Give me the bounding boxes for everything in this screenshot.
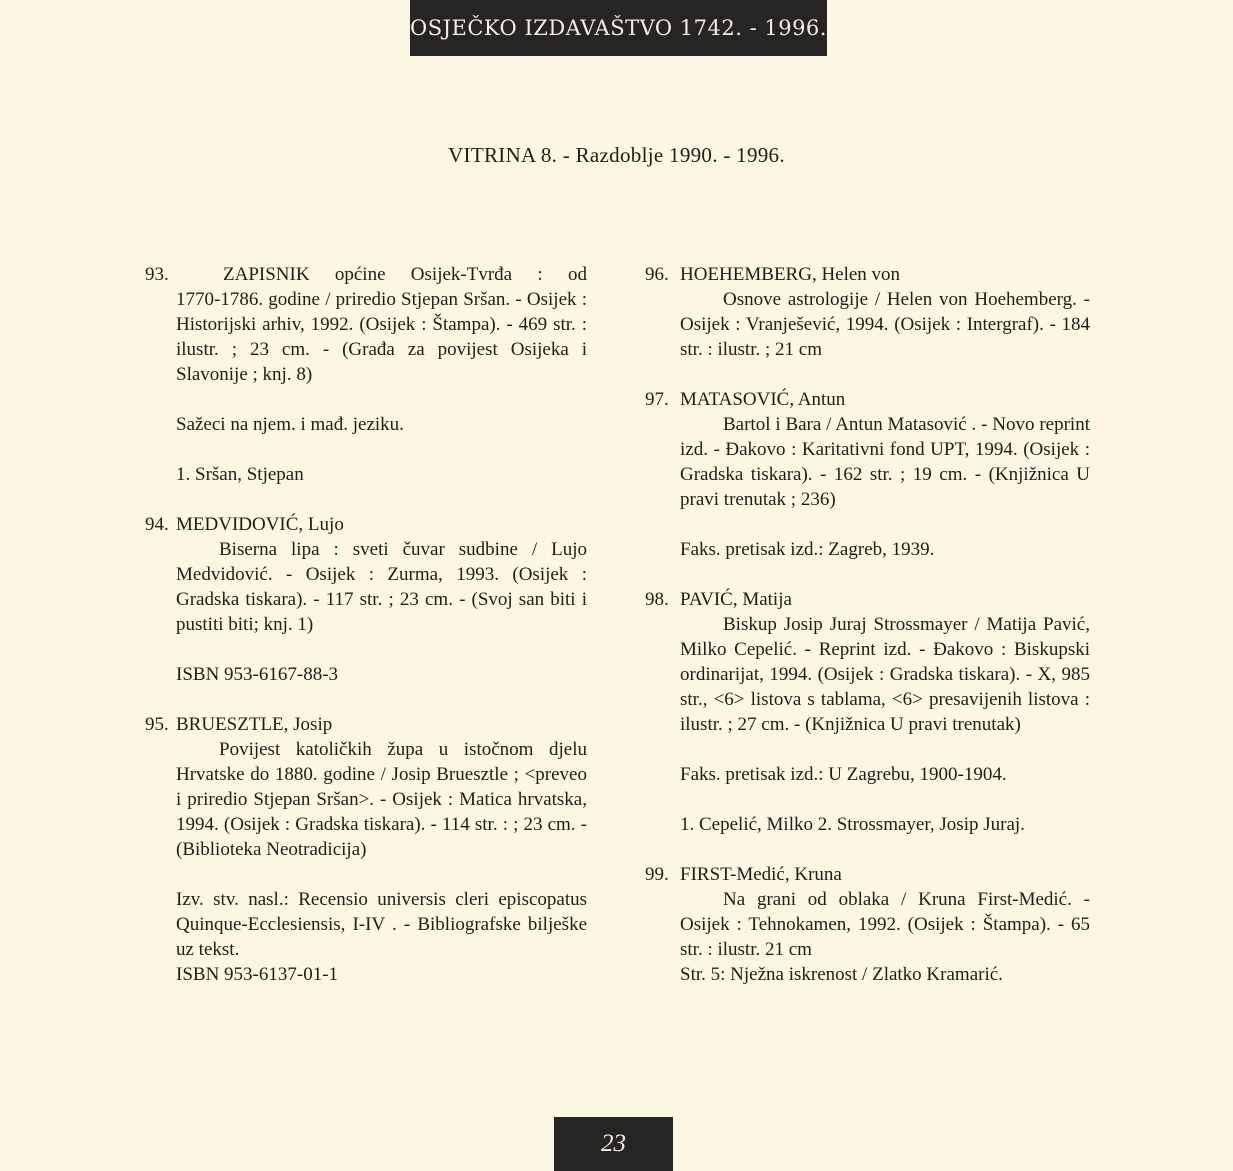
entry-heading: HOEHEMBERG, Helen von [680,264,901,285]
entry-heading: FIRST-Medić, Kruna [680,864,842,885]
entry-96 [645,262,1090,362]
entry-body: Osnove astrologije / Helen von Hoehemberg. - Osijek : Vranješević, 1994. (Osijek : Intergraf). - 184 str. : ilustr. ; 21 cm [680,289,1090,360]
entry-heading: PAVIĆ, Matija [680,589,792,610]
entry-isbn: ISBN 953-6167-88-3 [176,664,339,685]
page-number: 23 [601,1130,626,1157]
entry-number: 96. [645,264,669,285]
entry-note: Str. 5: Nježna iskrenost / Zlatko Kramarić. [680,964,1003,985]
entry-note: Sažeci na njem. i mađ. jeziku. [176,414,404,435]
entry-number: 97. [645,389,669,410]
entry-heading: BRUESZTLE, Josip [176,714,333,735]
header-title: OSJEČKO IZDAVAŠTVO 1742. - 1996. [410,16,827,40]
entry-99 [645,862,1090,987]
entry-94 [145,512,587,687]
entry-body: Biserna lipa : sveti čuvar sudbine / Lujo Medvidović. - Osijek : Zurma, 1993. (Osijek : Gradska tiskara). - 117 str. ; 23 cm. - (Svoj san biti i pustiti biti; knj. 1) [176,539,587,635]
entry-body: Na grani od oblaka / Kruna First-Medić. - Osijek : Tehnokamen, 1992. (Osijek : Štampa). - 65 str. : ilustr. 21 cm [680,889,1090,960]
entry-93 [145,262,587,487]
entry-body: 1770-1786. godine / priredio Stjepan Sršan. - Osijek : Historijski arhiv, 1992. (Osijek : Štampa). - 469 str. : ilustr. ; 23 cm. - (Građa za povijest Osijeka i Slavonije ; knj. 8) [176,289,587,385]
entry-note: Izv. stv. nasl.: Recensio universis cleri episcopatus Quinque-Ecclesiensis, I-IV . - Bibliografske bilješke uz tekst. [176,889,587,960]
entry-index: 1. Sršan, Stjepan [176,464,304,485]
page-title: VITRINA 8. - Razdoblje 1990. - 1996. [448,143,785,167]
entry-95 [145,712,587,987]
entry-index: 1. Cepelić, Milko 2. Strossmayer, Josip Juraj. [680,814,1025,835]
entry-number: 93. [145,264,169,285]
page-number-box [554,1117,673,1171]
entry-body: Povijest katoličkih župa u istočnom djelu Hrvatske do 1880. godine / Josip Bruesztle ; <preveo i priredio Stjepan Sršan>. - Osijek : Matica hrvatska, 1994. (Osijek : Gradska tiskara). - 114 str. : ; 23 cm. - (Biblioteka Neotradicija) [176,739,587,860]
right-column [645,262,1090,987]
entry-heading: ZAPISNIK općine Osijek-Tvrđa : od [223,264,587,285]
header-banner [410,0,827,56]
entry-number: 95. [145,714,169,735]
entry-number: 98. [645,589,669,610]
entry-note: Faks. pretisak izd.: U Zagrebu, 1900-1904. [680,764,1007,785]
entry-number: 94. [145,514,169,535]
entry-97 [645,387,1090,562]
entry-heading: MEDVIDOVIĆ, Lujo [176,514,344,535]
entry-note: Faks. pretisak izd.: Zagreb, 1939. [680,539,935,560]
entry-body: Biskup Josip Juraj Strossmayer / Matija Pavić, Milko Cepelić. - Reprint izd. - Đakovo : Biskupski ordinarijat, 1994. (Osijek : Gradska tiskara). - X, 985 str., <6> listova s tablama, <6> presavijenih listova : ilustr. ; 27 cm. - (Knjižnica U pravi trenutak) [680,614,1090,735]
entry-isbn: ISBN 953-6137-01-1 [176,964,339,985]
entry-heading: MATASOVIĆ, Antun [680,389,846,410]
left-column [145,262,587,987]
entry-body: Bartol i Bara / Antun Matasović . - Novo reprint izd. - Đakovo : Karitativni fond UPT, 1994. (Osijek : Gradska tiskara). - 162 str. ; 19 cm. - (Knjižnica U pravi trenutak ; 236) [680,414,1090,510]
entry-98 [645,587,1090,837]
entry-number: 99. [645,864,669,885]
